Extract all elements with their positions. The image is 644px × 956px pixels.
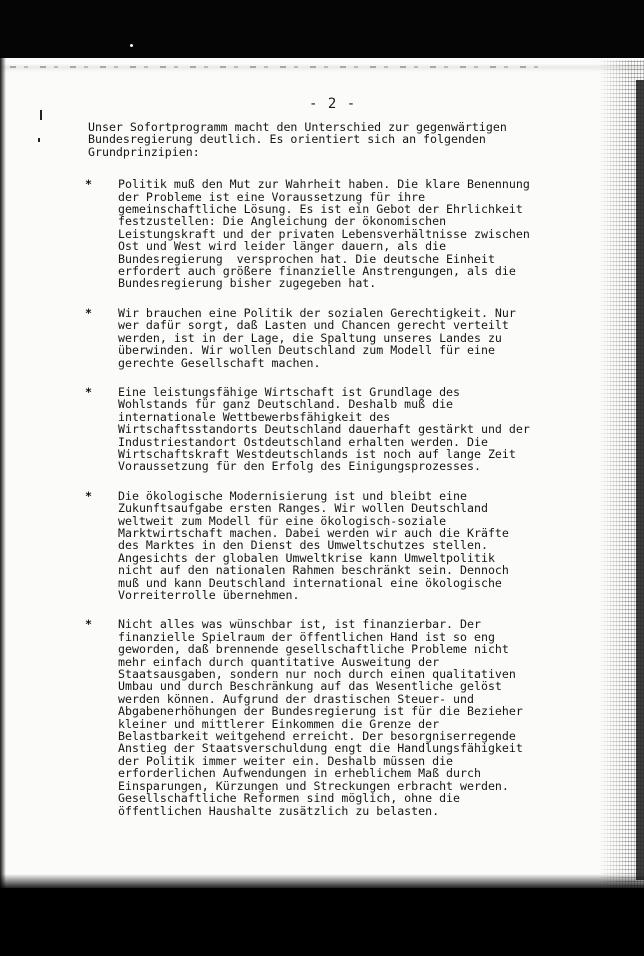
text-line: Eine leistungsfähige Wirtschaft ist Grundlage des [118, 384, 461, 399]
text-line: Bundesregierung deutlich. Es orientiert sich an folgenden [88, 132, 486, 147]
principle-item [85, 617, 548, 818]
margin-mark [40, 110, 42, 120]
text-line: werden können. Aufgrund der drastischen Steuer- und [118, 691, 474, 706]
text-line: gerechte Gesellschaft machen. [118, 355, 321, 370]
text-line: Belastbarkeit weitgehend erreicht. Der besorgniserregende [118, 729, 516, 744]
scan-artifact-line [10, 66, 550, 68]
text-line: erforderlichen Aufwendungen in erheblichem Maß durch [118, 766, 481, 781]
text-line: Unser Sofortprogramm macht den Unterschied zur gegenwärtigen [88, 120, 507, 134]
text-line: kleiner und mittlerer Einkommen die Grenze der [118, 716, 440, 731]
bullet-asterisk: * [85, 384, 92, 399]
text-line: Bundesregierung versprochen hat. Die deutsche Einheit [118, 251, 495, 266]
text-line: Staatsausgaben, sondern nur noch durch einen qualitativen [118, 667, 516, 682]
text-line: Bundesregierung bisher zugegeben hat. [118, 276, 377, 291]
text-line: Nicht alles was wünschbar ist, ist finanzierbar. Der [118, 617, 481, 632]
document-body [85, 120, 548, 818]
text-line: werden, ist in der Lage, die Spaltung unseres Landes zu [118, 330, 502, 345]
margin-mark [38, 138, 40, 142]
text-line: muß und kann Deutschland international eine ökologische [118, 575, 502, 590]
text-line: Gesellschaftliche Reformen sind möglich, ohne die [118, 791, 461, 806]
text-line: Leistungskraft und der privaten Lebensverhältnisse zwischen [118, 226, 530, 241]
page-number: - 2 - [309, 96, 357, 112]
text-line: Wirtschaftskraft Westdeutschlands ist noch auf lange Zeit [118, 446, 516, 461]
text-line: öffentlichen Haushalte zusätzlich zu belasten. [118, 803, 440, 818]
text-line: gemeinschaftliche Lösung. Es ist ein Gebot der Ehrlichkeit [118, 202, 523, 217]
intro-paragraph [88, 121, 548, 158]
text-line: Angesichts der globalen Umweltkrise kann Umweltpolitik [118, 550, 495, 565]
principle-item [85, 305, 548, 370]
text-line: mehr einfach durch quantitative Ausweitung der [118, 654, 440, 669]
text-line: Vorreiterrolle übernehmen. [118, 588, 300, 602]
text-line: Einsparungen, Kürzungen und Streckungen erbracht werden. [118, 778, 509, 793]
text-line: internationale Wettbewerbsfähigkeit des [118, 409, 391, 424]
text-line: geworden, daß brennende gesellschaftliche Probleme nicht [118, 642, 509, 657]
text-line: weltweit zum Modell für eine ökologisch-soziale [118, 513, 447, 528]
bullet-asterisk: * [85, 305, 92, 320]
paper-top-edge [0, 58, 644, 72]
bullet-asterisk: * [85, 488, 92, 503]
text-line: Grundprinzipien: [88, 144, 200, 159]
text-line: Umbau und durch Beschränkung auf das Wesentliche gelöst [118, 679, 502, 694]
principle-item [85, 177, 548, 291]
text-line: Zukunftsaufgabe ersten Ranges. Wir wollen Deutschland [118, 501, 488, 516]
scan-right-edge [636, 80, 644, 880]
text-line: wer dafür sorgt, daß Lasten und Chancen gerecht verteilt [118, 318, 509, 333]
text-line: Voraussetzung für den Erfolg des Einigungsprozesses. [118, 459, 481, 474]
text-line: Anstieg der Staatsverschuldung engt die Handlungsfähigkeit [118, 741, 523, 756]
text-line: festzustellen: Die Angleichung der ökonomischen [118, 214, 447, 229]
text-line: Ost und West wird leider länger dauern, als die [118, 239, 447, 254]
scan-bottom-border [0, 888, 644, 956]
scan-top-border [0, 0, 644, 58]
text-line: Marktwirtschaft machen. Dabei werden wir auch die Kräfte [118, 525, 509, 540]
principle-item [85, 488, 548, 602]
scan-left-shadow [0, 58, 6, 888]
text-line: Wirtschaftsstandorts Deutschland dauerhaft gestärkt und der [118, 422, 530, 437]
text-line: Die ökologische Modernisierung ist und bleibt eine [118, 488, 468, 503]
bullet-asterisk: * [85, 617, 92, 632]
text-line: der Politik immer weiter ein. Deshalb müssen die [118, 753, 454, 768]
text-line: Wir brauchen eine Politik der sozialen Gerechtigkeit. Nur [118, 305, 516, 320]
bullet-asterisk: * [85, 177, 92, 192]
principle-item [85, 384, 548, 474]
text-line: der Probleme ist eine Voraussetzung für ihre [118, 189, 426, 204]
text-line: finanzielle Spielraum der öffentlichen Hand ist so eng [118, 629, 495, 644]
text-line: Wohlstands für ganz Deutschland. Deshalb muß die [118, 397, 454, 412]
text-line: Politik muß den Mut zur Wahrheit haben. Die klare Benennung [118, 177, 530, 192]
text-line: erfordert auch größere finanzielle Anstrengungen, als die [118, 264, 516, 279]
text-line: Industriestandort Ostdeutschland erhalten werden. Die [118, 434, 488, 449]
text-line: überwinden. Wir wollen Deutschland zum Modell für eine [118, 343, 495, 358]
text-line: Abgabenerhöhungen der Bundesregierung ist für die Bezieher [118, 704, 523, 719]
text-line: des Marktes in den Dienst des Umweltschutzes stellen. [118, 538, 488, 553]
text-line: nicht auf den nationalen Rahmen beschränkt sein. Dennoch [118, 563, 509, 578]
